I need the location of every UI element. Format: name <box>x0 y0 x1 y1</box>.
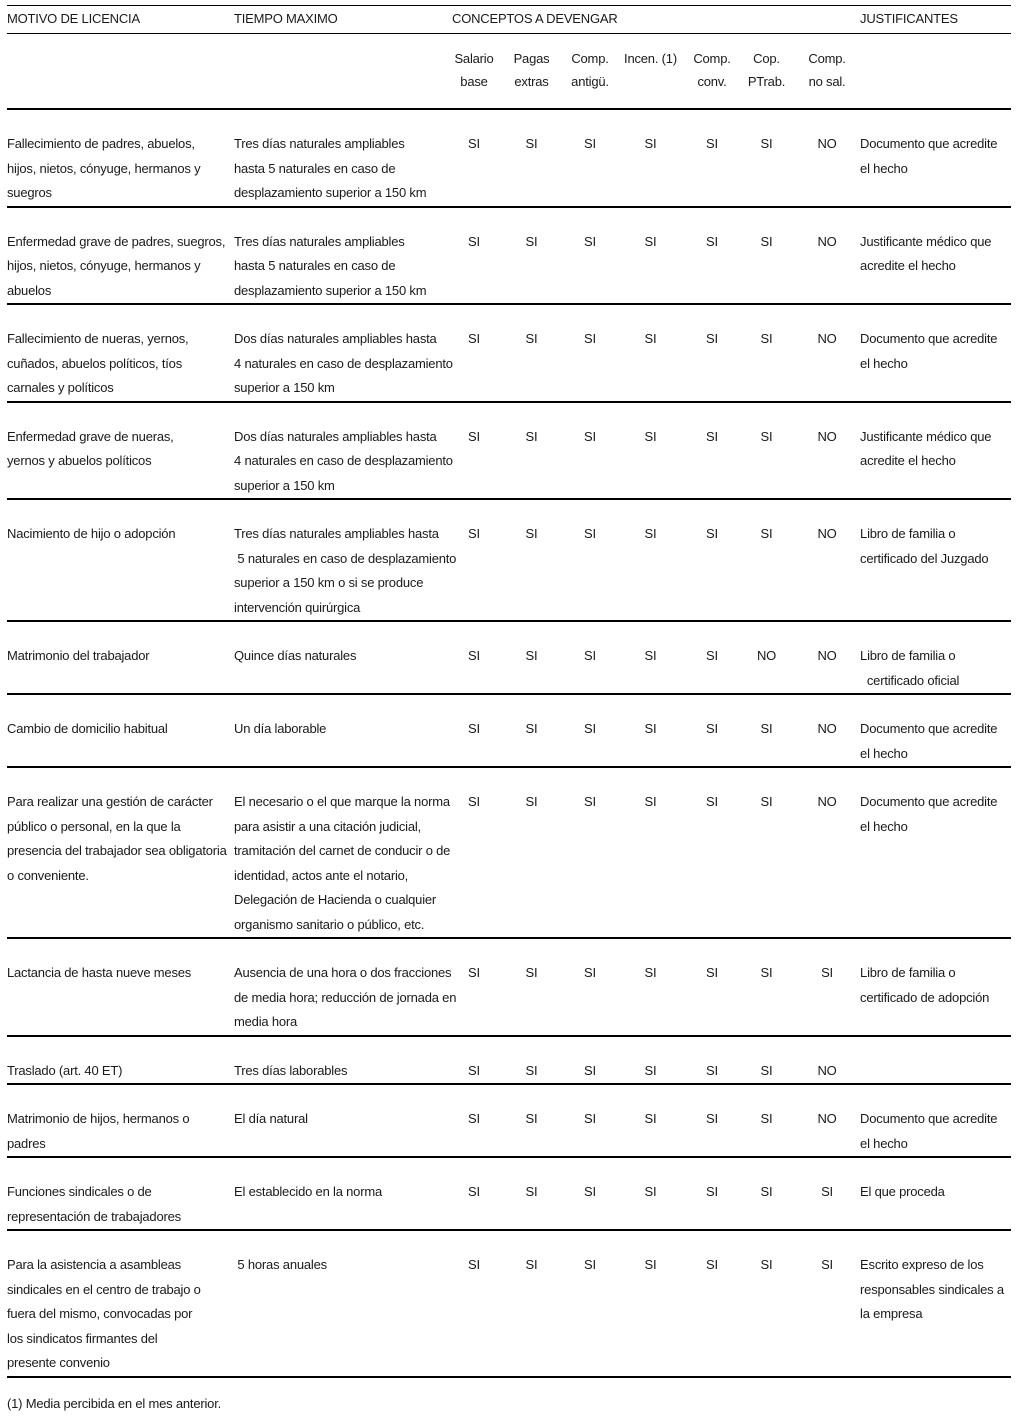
concepto-value: SI <box>496 499 567 621</box>
concepto-value: SI <box>688 304 736 402</box>
concepto-value: SI <box>613 621 688 694</box>
concepto-value: SI <box>496 109 567 207</box>
concepto-value: SI <box>496 1036 567 1085</box>
justificante-cell-line: el hecho <box>860 355 908 371</box>
concepto-value: SI <box>452 304 496 402</box>
tiempo-cell-line: superior a 150 km <box>234 380 335 395</box>
concepto-value: SI <box>736 694 797 767</box>
concepto-value: SI <box>496 304 567 402</box>
motivo-cell-line: Lactancia de hasta nueve meses <box>7 965 192 980</box>
concepto-value: SI <box>567 402 613 500</box>
justificante-cell-line: El que proceda <box>860 1184 945 1199</box>
header-subconcept-line: conv. <box>697 74 727 89</box>
concepto-value: SI <box>567 499 613 621</box>
concepto-value: SI <box>688 938 736 1036</box>
concepto-value: SI <box>688 207 736 305</box>
concepto-value: SI <box>496 1157 567 1230</box>
motivo-cell-line: cuñados, abuelos políticos, tíos <box>7 355 182 371</box>
concepto-value: SI <box>736 1157 797 1230</box>
justificante-cell <box>857 1084 1011 1157</box>
justificante-cell-line: Documento que acredite <box>860 794 998 809</box>
concepto-value: NO <box>797 621 857 694</box>
motivo-cell <box>7 304 234 402</box>
justificante-cell-line: Libro de familia o <box>860 526 956 541</box>
header-subconcept-line: no sal. <box>808 74 846 89</box>
concepto-value: SI <box>613 767 688 938</box>
concepto-value: SI <box>613 109 688 207</box>
concepto-value: SI <box>688 767 736 938</box>
concepto-value: SI <box>567 207 613 305</box>
concepto-value: SI <box>567 1036 613 1085</box>
concepto-value: NO <box>797 1036 857 1085</box>
concepto-value: SI <box>688 621 736 694</box>
justificante-cell <box>857 499 1011 621</box>
motivo-cell-line: Matrimonio de hijos, hermanos o <box>7 1111 190 1126</box>
concepto-value: SI <box>688 1084 736 1157</box>
justificante-cell-line: Libro de familia o <box>860 965 956 980</box>
table-body <box>7 109 1011 1377</box>
tiempo-cell-line: organismo sanitario o público, etc. <box>234 916 425 932</box>
motivo-cell <box>7 402 234 500</box>
header-conceptos: CONCEPTOS A DEVENGAR <box>452 6 857 34</box>
header-subconcept-line: PTrab. <box>747 74 786 89</box>
motivo-cell-line: hijos, nietos, cónyuge, hermanos y <box>7 258 201 273</box>
motivo-cell-line: Fallecimiento de nueras, yernos, <box>7 331 189 346</box>
concepto-value: SI <box>736 1084 797 1157</box>
tiempo-cell-line: 4 naturales en caso de desplazamiento <box>234 355 453 371</box>
justificante-cell <box>857 1157 1011 1230</box>
justificante-cell-line: el hecho <box>860 818 908 834</box>
justificante-cell <box>857 1230 1011 1377</box>
concepto-value: SI <box>496 1230 567 1377</box>
header-subconcept-line: Pagas <box>513 51 550 66</box>
motivo-cell <box>7 1084 234 1157</box>
concepto-value: SI <box>613 1157 688 1230</box>
concepto-value: SI <box>613 938 688 1036</box>
motivo-cell-line: hijos, nietos, cónyuge, hermanos y <box>7 160 201 176</box>
concepto-value: SI <box>452 938 496 1036</box>
concepto-value: SI <box>452 109 496 207</box>
header-subconcept-line: Incen. (1) <box>624 51 677 66</box>
header-subconcept-line: extras <box>514 74 549 89</box>
header-subconcept-line <box>613 70 688 93</box>
tiempo-cell-line: tramitación del carnet de conducir o de <box>234 843 451 858</box>
concepto-value: SI <box>613 304 688 402</box>
concepto-value: SI <box>613 1036 688 1085</box>
table-row <box>7 767 1011 938</box>
justificante-cell <box>857 304 1011 402</box>
table-row <box>7 1036 1011 1085</box>
header-tiempo: TIEMPO MAXIMO <box>234 6 452 34</box>
concepto-value: SI <box>452 1036 496 1085</box>
header-subconcept <box>452 34 496 110</box>
concepto-value: SI <box>688 1036 736 1085</box>
tiempo-cell-line: intervención quirúrgica <box>234 599 361 615</box>
justificante-cell-line: Documento que acredite <box>860 331 998 346</box>
justificante-cell-line: acredite el hecho <box>860 258 956 273</box>
concepto-value: SI <box>688 1157 736 1230</box>
tiempo-cell-line: media hora <box>234 1014 298 1029</box>
tiempo-cell-line: Tres días laborables <box>234 1062 348 1078</box>
motivo-cell-line: Enfermedad grave de nueras, <box>7 428 174 444</box>
concepto-value: SI <box>688 499 736 621</box>
table-row <box>7 207 1011 305</box>
tiempo-cell-line: Un día laborable <box>234 721 327 736</box>
concepto-value: SI <box>688 1230 736 1377</box>
header-subconcept-line: base <box>460 74 488 89</box>
motivo-cell-line: Para la asistencia a asambleas <box>7 1257 181 1272</box>
tiempo-cell-line: superior a 150 km <box>234 477 335 493</box>
header-row-main <box>7 6 1011 34</box>
motivo-cell-line: carnales y políticos <box>7 380 114 395</box>
motivo-cell-line: padres <box>7 1135 46 1151</box>
tiempo-cell-line: Dos días naturales ampliables hasta <box>234 428 437 444</box>
concepto-value: SI <box>452 1157 496 1230</box>
concepto-value: SI <box>496 621 567 694</box>
tiempo-cell-line: El establecido en la norma <box>234 1184 383 1199</box>
tiempo-cell <box>234 938 457 1036</box>
concepto-value: SI <box>797 1230 857 1377</box>
concepto-value: SI <box>567 767 613 938</box>
motivo-cell-line: abuelos <box>7 282 52 298</box>
concepto-value: NO <box>797 207 857 305</box>
motivo-cell-line: representación de trabajadores <box>7 1208 181 1224</box>
tiempo-cell <box>234 621 452 694</box>
concepto-value: SI <box>736 499 797 621</box>
motivo-cell <box>7 694 234 767</box>
concepto-value: NO <box>736 621 797 694</box>
concepto-value: SI <box>496 402 567 500</box>
tiempo-cell-line: Delegación de Hacienda o cualquier <box>234 892 437 907</box>
table-row <box>7 938 1011 1036</box>
header-subconcept-line: antigü. <box>571 74 609 89</box>
justificante-cell-line: el hecho <box>860 745 908 761</box>
motivo-cell-line: Fallecimiento de padres, abuelos, <box>7 136 195 151</box>
motivo-cell-line: Cambio de domicilio habitual <box>7 721 168 736</box>
motivo-cell <box>7 1157 234 1230</box>
concepto-value: SI <box>736 304 797 402</box>
concepto-value: SI <box>613 499 688 621</box>
concepto-value: SI <box>496 207 567 305</box>
justificante-cell-line: Documento que acredite <box>860 721 998 736</box>
tiempo-cell-line: 5 naturales en caso de desplazamiento <box>234 550 457 566</box>
concepto-value: SI <box>613 402 688 500</box>
table-row <box>7 621 1011 694</box>
footnote: (1) Media percibida en el mes anterior. <box>7 1396 222 1411</box>
tiempo-cell-line: Ausencia de una hora o dos fracciones <box>234 965 452 980</box>
header-subconcept <box>688 34 736 110</box>
tiempo-cell-line: hasta 5 naturales en caso de <box>234 160 396 176</box>
motivo-cell-line: público o personal, en la que la <box>7 818 181 834</box>
motivo-cell-line: Nacimiento de hijo o adopción <box>7 526 176 541</box>
concepto-value: SI <box>736 109 797 207</box>
tiempo-cell <box>234 1230 452 1377</box>
table-row <box>7 304 1011 402</box>
concepto-value: SI <box>567 1157 613 1230</box>
concepto-value: SI <box>688 402 736 500</box>
concepto-value: SI <box>567 1084 613 1157</box>
tiempo-cell-line: Tres días naturales ampliables <box>234 233 405 249</box>
concepto-value: NO <box>797 304 857 402</box>
header-subconcept <box>567 34 613 110</box>
table-header <box>7 6 1011 110</box>
justificante-cell-line: Libro de familia o <box>860 648 956 663</box>
motivo-cell-line: yernos y abuelos políticos <box>7 453 152 468</box>
justificante-cell-line: certificado oficial <box>860 672 960 688</box>
table-row <box>7 1084 1011 1157</box>
motivo-cell <box>7 767 234 938</box>
concepto-value: SI <box>613 694 688 767</box>
tiempo-cell-line: superior a 150 km o si se produce <box>234 575 424 590</box>
concepto-value: SI <box>736 207 797 305</box>
tiempo-cell-line: Tres días naturales ampliables <box>234 136 405 151</box>
motivo-cell-line: los sindicatos firmantes del <box>7 1330 158 1346</box>
tiempo-cell <box>234 402 452 500</box>
motivo-cell <box>7 499 234 621</box>
header-subconcept <box>613 34 688 110</box>
justificante-cell-line: responsables sindicales a <box>860 1281 1004 1297</box>
concepto-value: SI <box>496 767 567 938</box>
header-row-sub <box>7 34 1011 110</box>
header-subconcept <box>736 34 797 110</box>
concepto-value: SI <box>452 767 496 938</box>
motivo-cell-line: Funciones sindicales o de <box>7 1184 152 1199</box>
concepto-value: NO <box>797 767 857 938</box>
header-subconcept-line: Comp. <box>693 51 731 66</box>
header-spacer <box>7 34 234 110</box>
tiempo-cell-line: 5 horas anuales <box>234 1257 327 1272</box>
concepto-value: SI <box>452 1230 496 1377</box>
concepto-value: SI <box>613 207 688 305</box>
tiempo-cell <box>234 1036 452 1085</box>
concepto-value: SI <box>496 1084 567 1157</box>
justificante-cell-line: la empresa <box>860 1306 923 1321</box>
concepto-value: SI <box>452 499 496 621</box>
header-subconcept-line: Comp. <box>571 51 609 66</box>
concepto-value: SI <box>688 694 736 767</box>
motivo-cell <box>7 621 234 694</box>
table-row <box>7 1230 1011 1377</box>
tiempo-cell-line: Dos días naturales ampliables hasta <box>234 331 437 346</box>
concepto-value: SI <box>567 304 613 402</box>
concepto-value: SI <box>452 694 496 767</box>
justificante-cell <box>857 621 1011 694</box>
header-subconcept-line: Comp. <box>808 51 846 66</box>
tiempo-cell-line: desplazamiento superior a 150 km <box>234 282 427 298</box>
justificante-cell <box>857 938 1011 1036</box>
justificante-cell-line: Justificante médico que <box>860 428 992 444</box>
tiempo-cell-line: Quince días naturales <box>234 648 357 663</box>
motivo-cell <box>7 1036 234 1085</box>
motivo-cell-line: fuera del mismo, convocadas por <box>7 1306 193 1321</box>
motivo-cell <box>7 1230 234 1377</box>
concepto-value: SI <box>567 694 613 767</box>
motivo-cell-line: presente convenio <box>7 1355 110 1370</box>
concepto-value: NO <box>797 694 857 767</box>
motivo-cell-line: Matrimonio del trabajador <box>7 648 150 663</box>
tiempo-cell <box>234 694 452 767</box>
table-row <box>7 1157 1011 1230</box>
tiempo-cell-line: para asistir a una citación judicial, <box>234 818 421 834</box>
table-row <box>7 694 1011 767</box>
header-spacer <box>857 34 1011 110</box>
header-subconcept <box>797 34 857 110</box>
justificante-cell <box>857 1036 1011 1085</box>
justificante-cell <box>857 694 1011 767</box>
concepto-value: SI <box>452 621 496 694</box>
justificante-cell-line: certificado del Juzgado <box>860 550 989 566</box>
justificante-cell-line: el hecho <box>860 1135 908 1151</box>
concepto-value: SI <box>688 109 736 207</box>
concepto-value: SI <box>736 767 797 938</box>
concepto-value: NO <box>797 402 857 500</box>
tiempo-cell-line: de media hora; reducción de jornada en <box>234 989 457 1005</box>
concepto-value: SI <box>797 1157 857 1230</box>
justificante-cell <box>857 109 1011 207</box>
motivo-cell-line: Traslado (art. 40 ET) <box>7 1062 123 1078</box>
concepto-value: SI <box>567 621 613 694</box>
motivo-cell-line: Enfermedad grave de padres, suegros, <box>7 233 226 249</box>
concepto-value: SI <box>452 207 496 305</box>
justificante-cell-line: Escrito expreso de los <box>860 1257 984 1272</box>
motivo-cell-line: presencia del trabajador sea obligatoria <box>7 843 227 858</box>
tiempo-cell-line: El día natural <box>234 1111 308 1126</box>
justificante-cell <box>857 207 1011 305</box>
concepto-value: SI <box>452 1084 496 1157</box>
justificante-cell-line: Justificante médico que <box>860 233 992 249</box>
table-row <box>7 109 1011 207</box>
concepto-value: NO <box>797 1084 857 1157</box>
justificante-cell-line: certificado de adopción <box>860 989 990 1005</box>
table-row <box>7 402 1011 500</box>
concepto-value: NO <box>797 109 857 207</box>
tiempo-cell <box>234 767 452 938</box>
concepto-value: SI <box>736 402 797 500</box>
justificante-cell <box>857 767 1011 938</box>
header-subconcept-line: Cop. <box>753 51 780 66</box>
motivo-cell-line: Para realizar una gestión de carácter <box>7 794 213 809</box>
licencias-table <box>7 5 1011 1378</box>
header-subconcept-line: Salario <box>454 51 494 66</box>
motivo-cell-line: suegros <box>7 185 52 200</box>
justificante-cell-line: Documento que acredite <box>860 1111 998 1126</box>
concepto-value: SI <box>613 1230 688 1377</box>
justificante-cell <box>857 402 1011 500</box>
motivo-cell <box>7 938 234 1036</box>
concepto-value: SI <box>797 938 857 1036</box>
motivo-cell-line: o conveniente. <box>7 867 89 883</box>
header-spacer <box>234 34 452 110</box>
tiempo-cell <box>234 109 452 207</box>
concepto-value: SI <box>496 694 567 767</box>
concepto-value: SI <box>567 938 613 1036</box>
header-subconcept <box>496 34 567 110</box>
concepto-value: SI <box>567 109 613 207</box>
header-motivo: MOTIVO DE LICENCIA <box>7 6 234 34</box>
concepto-value: SI <box>736 1036 797 1085</box>
concepto-value: NO <box>797 499 857 621</box>
tiempo-cell-line: hasta 5 naturales en caso de <box>234 258 396 273</box>
concepto-value: SI <box>736 938 797 1036</box>
concepto-value: SI <box>496 938 567 1036</box>
tiempo-cell <box>234 304 452 402</box>
table-row <box>7 499 1011 621</box>
justificante-cell-line: acredite el hecho <box>860 453 956 468</box>
tiempo-cell <box>234 1157 452 1230</box>
tiempo-cell <box>234 207 452 305</box>
tiempo-cell-line: desplazamiento superior a 150 km <box>234 185 427 200</box>
tiempo-cell <box>234 499 457 621</box>
concepto-value: SI <box>613 1084 688 1157</box>
tiempo-cell-line: identidad, actos ante el notario, <box>234 867 409 883</box>
motivo-cell <box>7 109 234 207</box>
tiempo-cell-line: Tres días naturales ampliables hasta <box>234 526 439 541</box>
tiempo-cell-line: El necesario o el que marque la norma <box>234 794 450 809</box>
justificante-cell-line: Documento que acredite <box>860 136 998 151</box>
tiempo-cell-line: 4 naturales en caso de desplazamiento <box>234 453 453 468</box>
tiempo-cell <box>234 1084 452 1157</box>
motivo-cell-line: sindicales en el centro de trabajo o <box>7 1281 201 1297</box>
concepto-value: SI <box>567 1230 613 1377</box>
header-justificantes: JUSTIFICANTES <box>857 6 1011 34</box>
concepto-value: SI <box>452 402 496 500</box>
motivo-cell <box>7 207 234 305</box>
justificante-cell-line: el hecho <box>860 160 908 176</box>
concepto-value: SI <box>736 1230 797 1377</box>
